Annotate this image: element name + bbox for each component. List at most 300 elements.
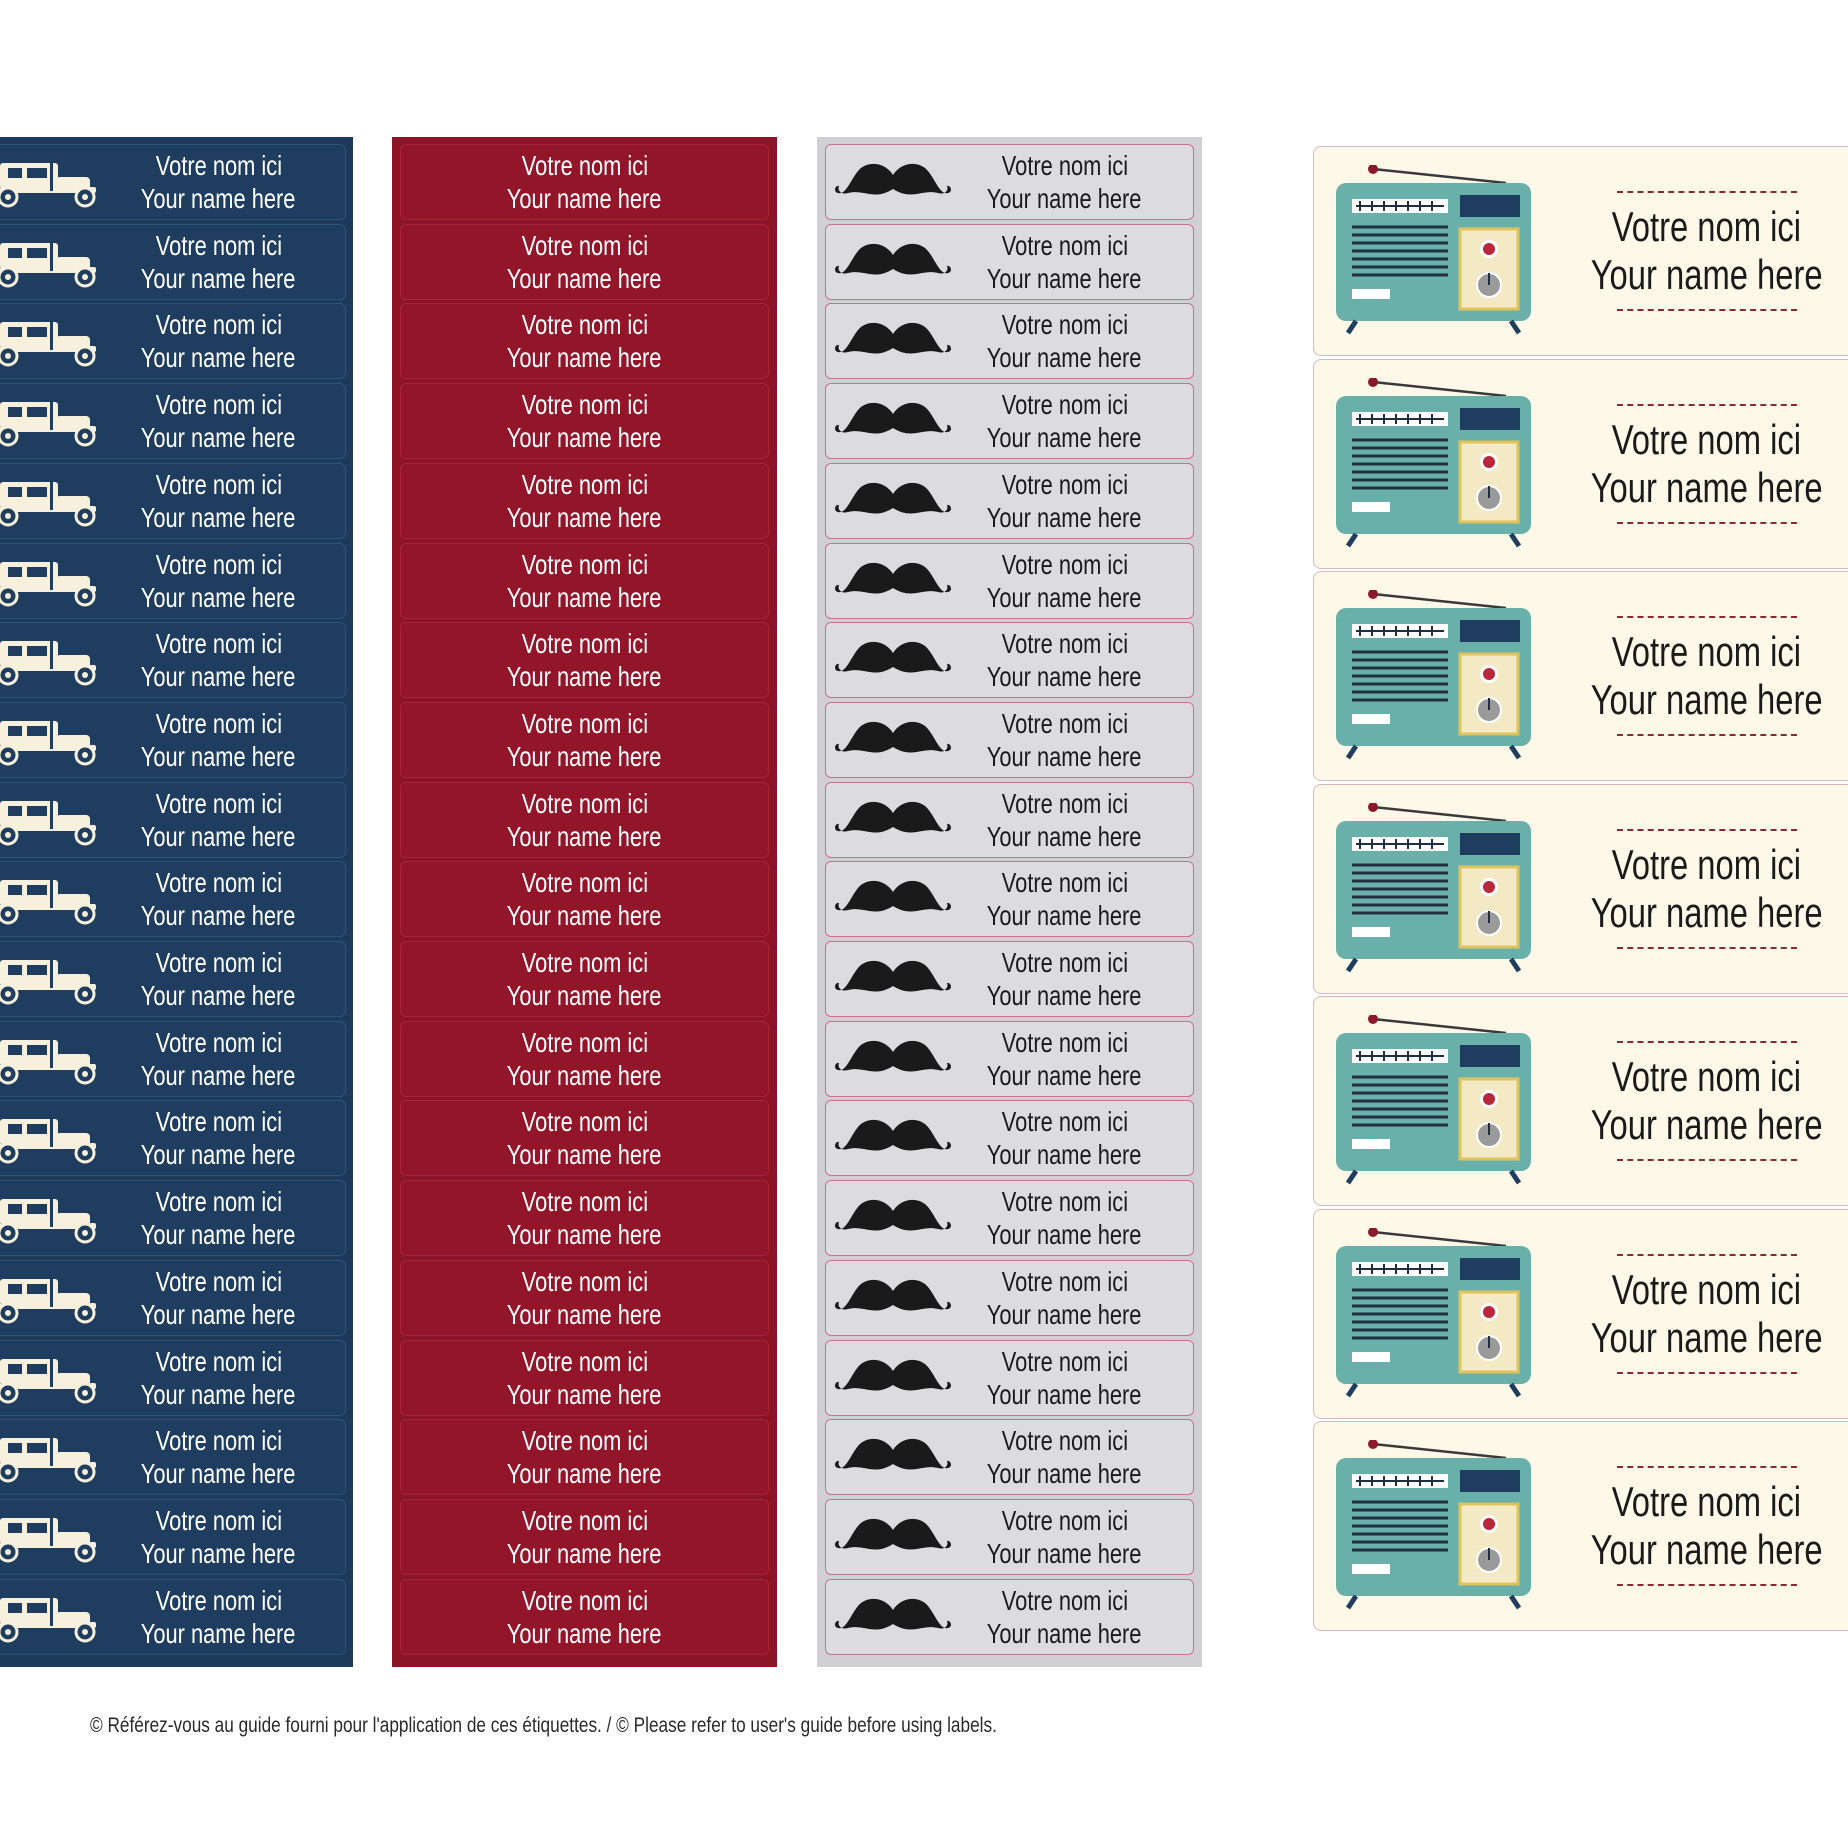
mustache-icon — [834, 715, 952, 767]
label-line-french: Votre nom ici — [1001, 309, 1128, 341]
radio-icon — [1336, 803, 1536, 973]
name-label — [0, 1419, 346, 1495]
label-line-english: Your name here — [507, 183, 662, 214]
name-label — [825, 1419, 1194, 1495]
label-line-french: Votre nom ici — [155, 867, 282, 899]
label-line-french: Votre nom ici — [521, 150, 648, 181]
label-text — [401, 1500, 768, 1574]
label-line-french: Votre nom ici — [1611, 1053, 1802, 1100]
car-icon — [0, 396, 100, 448]
label-text — [92, 783, 345, 857]
mustache-icon — [834, 316, 952, 368]
mustache-icon — [834, 157, 952, 209]
label-line-french: Votre nom ici — [1001, 1504, 1128, 1536]
name-label — [825, 1579, 1194, 1655]
label-text — [92, 1181, 345, 1255]
label-line-french: Votre nom ici — [521, 229, 648, 261]
label-line-french: Votre nom ici — [155, 1106, 282, 1138]
name-label — [400, 1419, 769, 1495]
label-line-french: Votre nom ici — [155, 1504, 282, 1536]
dashed-divider — [1617, 1041, 1797, 1043]
radio-name-label — [1313, 359, 1848, 569]
dashed-divider — [1617, 616, 1797, 618]
label-line-french: Votre nom ici — [1611, 415, 1802, 463]
label-line-french: Votre nom ici — [1001, 1026, 1128, 1058]
dashed-divider — [1617, 1159, 1797, 1161]
label-line-french: Votre nom ici — [521, 787, 648, 819]
label-line-french: Votre nom ici — [155, 628, 282, 660]
label-text — [936, 783, 1193, 857]
label-line-english: Your name here — [141, 820, 296, 852]
label-line-french: Votre nom ici — [521, 1026, 648, 1058]
label-line-english: Your name here — [987, 1617, 1142, 1649]
label-text — [936, 623, 1193, 697]
label-line-english: Your name here — [987, 1537, 1142, 1569]
mustache-icon — [834, 874, 952, 926]
radio-icon — [1336, 590, 1536, 760]
car-icon — [0, 1353, 100, 1405]
car-icon — [0, 476, 100, 528]
car-icon — [0, 1034, 100, 1086]
label-line-english: Your name here — [987, 740, 1142, 772]
label-line-french: Votre nom ici — [521, 309, 648, 341]
label-line-english: Your name here — [987, 1219, 1142, 1251]
label-text — [401, 225, 768, 299]
label-line-french: Votre nom ici — [1001, 707, 1128, 739]
label-line-english: Your name here — [987, 980, 1142, 1011]
label-text — [936, 1500, 1193, 1574]
dashed-divider — [1617, 1372, 1797, 1374]
label-text — [92, 1420, 345, 1494]
label-text — [936, 1580, 1193, 1654]
dashed-divider — [1617, 522, 1797, 524]
label-line-french: Votre nom ici — [155, 947, 282, 978]
name-label — [825, 941, 1194, 1017]
name-label — [0, 1260, 346, 1336]
label-text — [936, 1420, 1193, 1494]
label-text — [401, 1580, 768, 1654]
radio-icon — [1336, 1440, 1536, 1610]
label-line-english: Your name here — [987, 183, 1142, 214]
label-line-english: Your name here — [1590, 1101, 1823, 1148]
label-line-english: Your name here — [141, 900, 296, 932]
name-label — [825, 1260, 1194, 1336]
label-line-english: Your name here — [1590, 1526, 1823, 1573]
name-label — [0, 622, 346, 698]
label-line-french: Votre nom ici — [521, 1106, 648, 1138]
car-icon — [0, 795, 100, 847]
label-line-french: Votre nom ici — [1611, 1265, 1802, 1313]
label-line-french: Votre nom ici — [1001, 1584, 1128, 1616]
name-label — [0, 463, 346, 539]
label-text — [1584, 1422, 1829, 1630]
dashed-divider — [1617, 1466, 1797, 1468]
label-text — [936, 1181, 1193, 1255]
label-line-french: Votre nom ici — [521, 389, 648, 421]
label-line-french: Votre nom ici — [1001, 947, 1128, 978]
name-label — [0, 144, 346, 220]
label-text — [401, 1341, 768, 1415]
label-text — [92, 304, 345, 378]
label-line-french: Votre nom ici — [155, 787, 282, 819]
label-line-english: Your name here — [507, 422, 662, 454]
label-text — [401, 384, 768, 458]
label-line-french: Votre nom ici — [1001, 1186, 1128, 1218]
name-label — [825, 543, 1194, 619]
label-line-english: Your name here — [987, 1378, 1142, 1410]
label-line-french: Votre nom ici — [521, 947, 648, 978]
label-text — [92, 384, 345, 458]
label-text — [92, 623, 345, 697]
label-line-english: Your name here — [987, 900, 1142, 932]
name-label — [400, 543, 769, 619]
name-label — [400, 1499, 769, 1575]
label-line-english: Your name here — [987, 422, 1142, 454]
label-line-english: Your name here — [141, 1139, 296, 1171]
mustache-label-sheet — [817, 137, 1202, 1667]
label-line-french: Votre nom ici — [1001, 1106, 1128, 1138]
name-label — [0, 1499, 346, 1575]
car-icon — [0, 556, 100, 608]
mustache-icon — [834, 1193, 952, 1245]
label-text — [92, 145, 345, 219]
label-line-french: Votre nom ici — [1001, 150, 1128, 181]
label-line-english: Your name here — [987, 501, 1142, 533]
label-text — [1584, 997, 1829, 1205]
car-icon — [0, 157, 100, 209]
footer-notice: © Référez-vous au guide fourni pour l'application de ces étiquettes. / © Please refer to user's guide before using labels. — [90, 1714, 997, 1737]
mustache-icon — [834, 635, 952, 687]
name-label — [825, 1180, 1194, 1256]
label-text — [401, 1261, 768, 1335]
label-line-english: Your name here — [141, 1298, 296, 1330]
label-line-english: Your name here — [141, 1378, 296, 1410]
label-text — [92, 862, 345, 936]
label-text — [936, 862, 1193, 936]
radio-name-label — [1313, 146, 1848, 356]
label-line-english: Your name here — [141, 1059, 296, 1091]
mustache-icon — [834, 795, 952, 847]
car-icon — [0, 1432, 100, 1484]
label-text — [936, 464, 1193, 538]
label-line-english: Your name here — [507, 820, 662, 852]
mustache-icon — [834, 556, 952, 608]
name-label — [0, 224, 346, 300]
label-line-english: Your name here — [507, 900, 662, 932]
label-text — [92, 1500, 345, 1574]
label-line-english: Your name here — [507, 501, 662, 533]
name-label — [400, 1260, 769, 1336]
name-label — [825, 383, 1194, 459]
label-line-french: Votre nom ici — [1001, 548, 1128, 580]
label-line-english: Your name here — [1590, 1313, 1823, 1361]
name-label — [400, 224, 769, 300]
label-line-english: Your name here — [987, 1139, 1142, 1171]
label-line-english: Your name here — [1590, 251, 1823, 298]
dashed-divider — [1617, 829, 1797, 831]
label-line-french: Votre nom ici — [155, 1265, 282, 1297]
label-text — [401, 544, 768, 618]
name-label — [400, 1021, 769, 1097]
radio-name-label — [1313, 571, 1848, 781]
label-line-english: Your name here — [987, 1059, 1142, 1091]
label-line-french: Votre nom ici — [1001, 468, 1128, 500]
car-label-sheet — [0, 137, 353, 1667]
label-text — [401, 1022, 768, 1096]
dashed-divider — [1617, 947, 1797, 949]
label-text — [936, 1261, 1193, 1335]
label-line-english: Your name here — [987, 581, 1142, 613]
label-line-english: Your name here — [141, 740, 296, 772]
label-text — [401, 1181, 768, 1255]
name-label — [825, 782, 1194, 858]
label-text — [1584, 572, 1829, 780]
name-label — [0, 1180, 346, 1256]
mustache-icon — [834, 954, 952, 1006]
label-text — [401, 942, 768, 1016]
dashed-divider — [1617, 309, 1797, 311]
label-line-english: Your name here — [141, 581, 296, 613]
car-icon — [0, 635, 100, 687]
label-text — [936, 304, 1193, 378]
label-text — [92, 464, 345, 538]
name-label — [0, 543, 346, 619]
name-label — [825, 1100, 1194, 1176]
label-line-english: Your name here — [507, 1219, 662, 1251]
label-text — [936, 384, 1193, 458]
name-label — [825, 622, 1194, 698]
label-line-english: Your name here — [507, 581, 662, 613]
name-label — [400, 702, 769, 778]
name-label — [400, 1340, 769, 1416]
label-text — [401, 304, 768, 378]
red-label-sheet — [392, 137, 777, 1667]
name-label — [825, 1499, 1194, 1575]
radio-icon — [1336, 1015, 1536, 1185]
mustache-icon — [834, 1432, 952, 1484]
label-line-english: Your name here — [507, 980, 662, 1011]
label-text — [401, 783, 768, 857]
label-line-french: Votre nom ici — [155, 707, 282, 739]
mustache-icon — [834, 396, 952, 448]
dashed-divider — [1617, 1584, 1797, 1586]
label-text — [401, 623, 768, 697]
label-line-french: Votre nom ici — [521, 707, 648, 739]
radio-icon — [1336, 378, 1536, 548]
label-text — [1584, 1210, 1829, 1418]
label-text — [936, 544, 1193, 618]
label-line-english: Your name here — [1590, 463, 1823, 511]
label-line-english: Your name here — [507, 1298, 662, 1330]
name-label — [400, 861, 769, 937]
label-line-french: Votre nom ici — [521, 1345, 648, 1377]
label-line-french: Votre nom ici — [1611, 1478, 1802, 1525]
label-text — [401, 464, 768, 538]
mustache-icon — [834, 1512, 952, 1564]
mustache-icon — [834, 476, 952, 528]
dashed-divider — [1617, 734, 1797, 736]
label-line-english: Your name here — [987, 820, 1142, 852]
name-label — [400, 622, 769, 698]
dashed-divider — [1617, 404, 1797, 406]
label-line-english: Your name here — [987, 661, 1142, 693]
dashed-divider — [1617, 191, 1797, 193]
radio-icon — [1336, 165, 1536, 335]
label-line-english: Your name here — [507, 262, 662, 294]
label-line-french: Votre nom ici — [521, 468, 648, 500]
label-text — [92, 1580, 345, 1654]
label-line-french: Votre nom ici — [155, 229, 282, 261]
radio-icon — [1336, 1228, 1536, 1398]
label-text — [936, 225, 1193, 299]
name-label — [0, 702, 346, 778]
car-icon — [0, 715, 100, 767]
label-line-french: Votre nom ici — [1001, 1345, 1128, 1377]
label-line-french: Votre nom ici — [1001, 1265, 1128, 1297]
mustache-icon — [834, 1273, 952, 1325]
label-line-french: Votre nom ici — [155, 548, 282, 580]
dashed-divider — [1617, 1254, 1797, 1256]
label-line-english: Your name here — [141, 1458, 296, 1490]
label-line-english: Your name here — [507, 1537, 662, 1569]
label-line-french: Votre nom ici — [155, 150, 282, 181]
label-text — [1584, 360, 1829, 568]
label-line-english: Your name here — [141, 262, 296, 294]
label-text — [401, 1420, 768, 1494]
name-label — [0, 1021, 346, 1097]
car-icon — [0, 1273, 100, 1325]
name-label — [400, 1100, 769, 1176]
car-icon — [0, 316, 100, 368]
label-line-english: Your name here — [507, 1378, 662, 1410]
name-label — [825, 861, 1194, 937]
label-text — [401, 862, 768, 936]
label-text — [936, 145, 1193, 219]
name-label — [400, 383, 769, 459]
car-icon — [0, 1512, 100, 1564]
label-line-french: Votre nom ici — [1001, 1425, 1128, 1457]
label-line-english: Your name here — [987, 1298, 1142, 1330]
label-line-french: Votre nom ici — [1611, 840, 1802, 888]
label-line-french: Votre nom ici — [521, 1186, 648, 1218]
mustache-icon — [834, 1592, 952, 1644]
label-line-english: Your name here — [141, 501, 296, 533]
name-label — [0, 861, 346, 937]
name-label — [0, 303, 346, 379]
label-line-english: Your name here — [507, 1139, 662, 1171]
label-text — [401, 145, 768, 219]
label-line-english: Your name here — [141, 661, 296, 693]
label-line-english: Your name here — [507, 740, 662, 772]
name-label — [400, 303, 769, 379]
label-line-english: Your name here — [141, 342, 296, 374]
name-label — [825, 224, 1194, 300]
name-label — [825, 463, 1194, 539]
label-line-french: Votre nom ici — [1001, 628, 1128, 660]
mustache-icon — [834, 1353, 952, 1405]
label-text — [92, 1022, 345, 1096]
name-label — [0, 782, 346, 858]
name-label — [400, 463, 769, 539]
label-line-english: Your name here — [507, 661, 662, 693]
name-label — [0, 1340, 346, 1416]
label-line-english: Your name here — [141, 980, 296, 1011]
radio-name-label — [1313, 1209, 1848, 1419]
car-icon — [0, 237, 100, 289]
label-line-french: Votre nom ici — [155, 1026, 282, 1058]
label-text — [936, 1341, 1193, 1415]
car-icon — [0, 954, 100, 1006]
label-line-english: Your name here — [141, 1537, 296, 1569]
label-line-english: Your name here — [507, 1059, 662, 1091]
name-label — [825, 144, 1194, 220]
label-line-french: Votre nom ici — [155, 309, 282, 341]
name-label — [0, 383, 346, 459]
radio-name-label — [1313, 996, 1848, 1206]
mustache-icon — [834, 1034, 952, 1086]
label-line-english: Your name here — [141, 183, 296, 214]
label-text — [1584, 785, 1829, 993]
label-line-english: Your name here — [141, 1219, 296, 1251]
label-text — [1584, 147, 1829, 355]
label-line-english: Your name here — [507, 1617, 662, 1649]
label-text — [92, 1341, 345, 1415]
label-text — [92, 1101, 345, 1175]
label-line-french: Votre nom ici — [155, 1584, 282, 1616]
label-text — [936, 1022, 1193, 1096]
label-line-french: Votre nom ici — [155, 1345, 282, 1377]
car-icon — [0, 1193, 100, 1245]
label-line-english: Your name here — [1590, 888, 1823, 936]
name-label — [400, 1180, 769, 1256]
label-line-french: Votre nom ici — [155, 468, 282, 500]
label-line-english: Your name here — [987, 262, 1142, 294]
label-line-french: Votre nom ici — [521, 548, 648, 580]
label-text — [401, 703, 768, 777]
label-text — [401, 1101, 768, 1175]
car-icon — [0, 1592, 100, 1644]
label-line-french: Votre nom ici — [521, 1584, 648, 1616]
label-line-french: Votre nom ici — [155, 389, 282, 421]
label-line-english: Your name here — [1590, 676, 1823, 723]
label-text — [936, 703, 1193, 777]
label-line-english: Your name here — [141, 422, 296, 454]
label-text — [92, 544, 345, 618]
name-label — [400, 782, 769, 858]
label-text — [92, 703, 345, 777]
mustache-icon — [834, 237, 952, 289]
label-line-french: Votre nom ici — [155, 1186, 282, 1218]
name-label — [400, 144, 769, 220]
name-label — [0, 941, 346, 1017]
radio-name-label — [1313, 1421, 1848, 1631]
car-icon — [0, 874, 100, 926]
label-line-english: Your name here — [987, 342, 1142, 374]
name-label — [825, 1021, 1194, 1097]
label-line-french: Votre nom ici — [521, 1265, 648, 1297]
label-line-french: Votre nom ici — [1001, 229, 1128, 261]
car-icon — [0, 1113, 100, 1165]
label-line-english: Your name here — [141, 1617, 296, 1649]
label-line-french: Votre nom ici — [1611, 628, 1802, 675]
label-line-french: Votre nom ici — [1001, 389, 1128, 421]
mustache-icon — [834, 1113, 952, 1165]
label-line-english: Your name here — [987, 1458, 1142, 1490]
label-line-french: Votre nom ici — [1001, 867, 1128, 899]
label-line-french: Votre nom ici — [155, 1425, 282, 1457]
label-line-english: Your name here — [507, 342, 662, 374]
name-label — [0, 1579, 346, 1655]
